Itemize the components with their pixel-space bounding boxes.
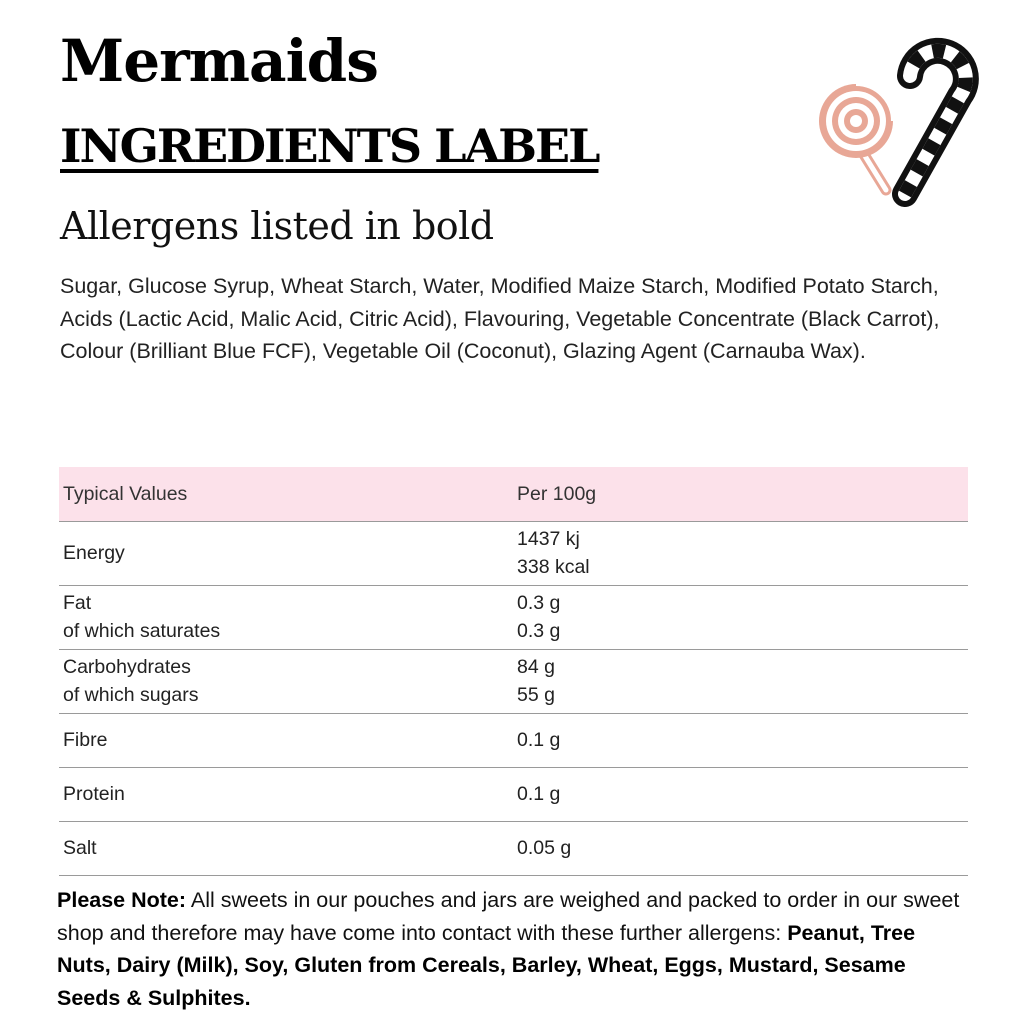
nutrient-label: Carbohydrates of which sugars [59,649,517,713]
label-title: INGREDIENTS LABEL [60,119,599,173]
column-header-typical-values: Typical Values [59,467,517,521]
nutrient-label: Fat of which saturates [59,585,517,649]
table-row [59,767,968,821]
product-name: Mermaids [60,27,378,95]
nutrient-label: Salt [59,821,517,875]
please-note-text: All sweets in our pouches and jars are weighed and packed to order in our sweet shop and therefore may have come into contact with these further allergens: [57,888,960,945]
lollipop-icon [819,84,893,190]
nutrient-value: 0.05 g [517,821,968,875]
column-header-per-100g: Per 100g [517,467,968,521]
candy-cane-icon [905,51,966,194]
please-note-label: Please Note: [57,888,187,912]
nutrient-value: 0.1 g [517,713,968,767]
nutrition-header-row [59,467,968,521]
table-row [59,585,968,649]
table-row [59,713,968,767]
allergen-list: Peanut, Tree Nuts, Dairy (Milk), Soy, Gluten from Cereals, Barley, Wheat, Eggs, Mustard, Sesame Seeds & Sulphites. [57,920,916,1010]
nutrient-value: 84 g 55 g [517,649,968,713]
nutrient-value: 1437 kj 338 kcal [517,521,968,585]
table-row [59,649,968,713]
nutrient-value: 0.1 g [517,767,968,821]
nutrition-table [59,467,968,876]
table-row [59,521,968,585]
nutrient-label: Fibre [59,713,517,767]
allergen-note: Allergens listed in bold [60,204,494,248]
table-row [59,821,968,875]
ingredients-list: Sugar, Glucose Syrup, Wheat Starch, Water, Modified Maize Starch, Modified Potato Starch, Acids (Lactic Acid, Malic Acid, Citric Acid), Flavouring, Vegetable Concentrate (Black Carrot), Colour (Brilliant Blue FCF), Vegetable Oil (Coconut), Glazing Agent (Carnauba Wax). [60,274,940,363]
please-note [57,884,967,1014]
nutrient-value: 0.3 g 0.3 g [517,585,968,649]
sweets-illustration [810,36,990,216]
nutrient-label: Protein [59,767,517,821]
nutrient-label: Energy [59,521,517,585]
